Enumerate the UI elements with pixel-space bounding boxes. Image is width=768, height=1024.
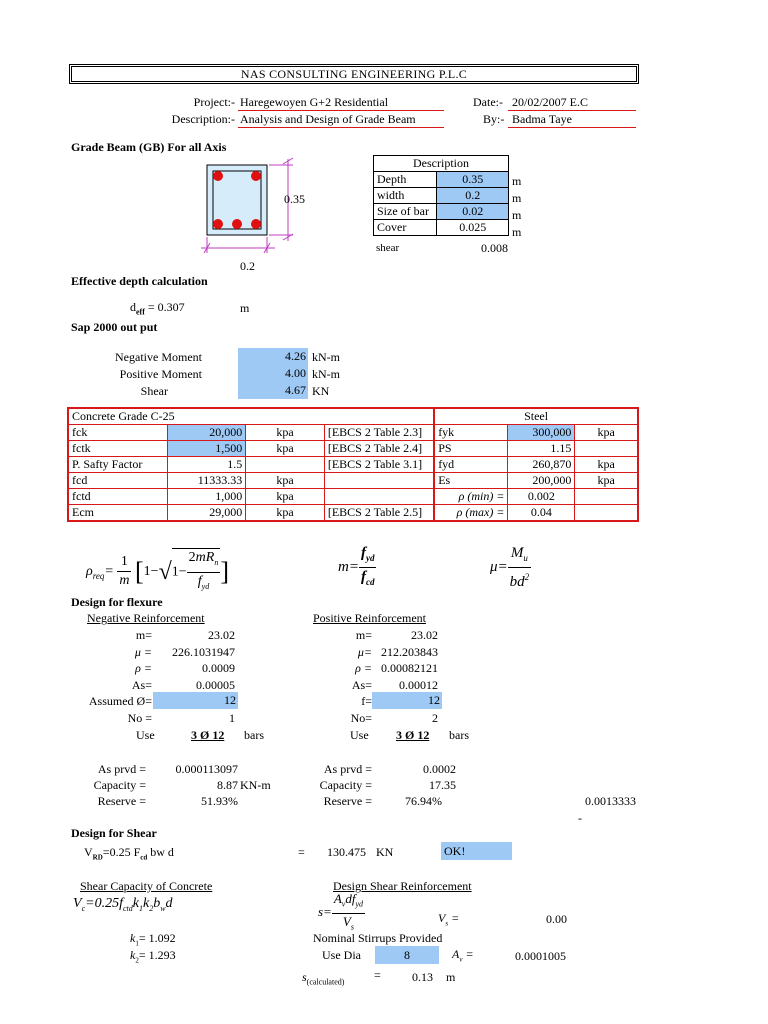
av-label (452, 947, 474, 966)
bd-sym: bd (509, 574, 525, 590)
neg-check-value: 51.93% (201, 794, 238, 808)
mat-cell: PS (434, 441, 508, 457)
material-row (68, 441, 638, 457)
pos-value: 2 (432, 711, 438, 725)
pos-label: As= (351, 678, 372, 692)
pos-bars: bars (449, 728, 469, 742)
mat-cell: Ecm (68, 505, 167, 522)
mat-cell: [EBCS 2 Table 2.3] (324, 425, 434, 441)
desc-unit-bar: m (512, 208, 522, 222)
desc-unit-width: m (512, 191, 522, 205)
extra-value: 0.0013333 (585, 794, 636, 808)
mat-cell: fcd (68, 473, 167, 489)
vrd-rest: =0.25 F (102, 845, 141, 859)
k2-label-sub: 2 (135, 956, 139, 965)
neg-check-label: Capacity = (93, 778, 146, 792)
extra-dash: - (578, 811, 582, 825)
pos-check-value: 17.35 (429, 778, 456, 792)
vs-sym: V (438, 911, 446, 925)
mat-cell: kpa (246, 505, 325, 522)
vrd-value: 130.475 (327, 845, 366, 859)
neg-check-label: As prvd = (97, 762, 146, 776)
s-calc-value: 0.13 (412, 970, 433, 984)
desc-label-depth: Depth (374, 172, 437, 188)
deff-value: = 0.307 (144, 300, 185, 314)
mat-cell: kpa (246, 473, 325, 489)
pos-check-value: 0.0002 (423, 762, 456, 776)
pos-label: ρ = (355, 661, 372, 675)
pos-label: μ= (357, 645, 372, 659)
date-underline (508, 110, 636, 111)
sap-title: Sap 2000 out put (71, 320, 158, 334)
mat-cell: 1.5 (167, 457, 246, 473)
desc-unit-cover: m (512, 225, 522, 239)
mat-cell: 1.15 (508, 441, 575, 457)
description-title: Description (374, 156, 509, 172)
neg-check-label: Reserve = (97, 794, 146, 808)
s-lhs: s= (318, 904, 332, 920)
vc-rest: =0.25f (85, 896, 123, 911)
yd-sub: yd (201, 581, 210, 591)
effective-depth-title: Effective depth calculation (71, 274, 208, 288)
top-bar-right (251, 171, 261, 181)
mat-cell: 0.002 (508, 489, 575, 505)
sap-unit-neg: kN-m (312, 350, 340, 364)
d-sym: d (165, 896, 173, 911)
neg-assumed-dia: 12 (153, 692, 238, 709)
pos-check-label: Capacity = (319, 778, 372, 792)
company-header (69, 64, 639, 84)
av-label-sym: A (452, 947, 460, 961)
deff-unit: m (240, 301, 250, 315)
shear-reinf-title: Design Shear Reinforcement (333, 879, 472, 893)
rho-eq: = (104, 564, 114, 580)
desc-label-width: width (374, 188, 437, 204)
w-sub: w (160, 903, 166, 913)
mat-cell: fyk (434, 425, 508, 441)
scalc-sym: s (302, 970, 307, 984)
cd: cd (365, 577, 375, 587)
beam-height-label: 0.35 (284, 192, 305, 206)
neg-value: 1 (229, 711, 235, 725)
av-label-sub: v (459, 955, 463, 964)
pos-value: 0.00082121 (381, 661, 438, 675)
ctd-sub: ctd (122, 903, 133, 913)
mat-cell: 20,000 (167, 425, 246, 441)
sap-label-pos: Positive Moment (119, 367, 202, 381)
mat-cell: 200,000 (508, 473, 575, 489)
s-sub: s (350, 922, 354, 932)
mu-lhs: μ= (490, 558, 508, 575)
mat-cell: kpa (246, 489, 325, 505)
top-bar-left (213, 171, 223, 181)
by-label: By:- (483, 112, 505, 126)
mat-cell: ρ (min) = (434, 489, 508, 505)
material-row (68, 489, 638, 505)
effective-depth-eq (130, 300, 185, 319)
vrd-eq: = (298, 845, 305, 859)
by-underline (508, 127, 636, 128)
beam-width-label: 0.2 (240, 259, 255, 273)
by-value: Badma Taye (512, 112, 572, 126)
mat-cell: [EBCS 2 Table 2.5] (324, 505, 434, 522)
mat-cell (246, 457, 325, 473)
pos-value: 212.203843 (381, 645, 438, 659)
neg-value: 0.0009 (202, 661, 235, 675)
project-label: Project:- (193, 95, 235, 109)
k2-value: = 1.293 (138, 948, 176, 962)
mat-cell: 1,000 (167, 489, 246, 505)
yd-sub-s: yd (355, 899, 364, 909)
bottom-bar-1 (213, 219, 223, 229)
f-yd: f (360, 545, 366, 561)
k1-label: k (130, 931, 136, 945)
pos-label: m= (355, 628, 372, 642)
vs-sub: s (445, 919, 449, 928)
description-table (373, 155, 509, 236)
mat-cell: fctk (68, 441, 167, 457)
mat-cell (324, 489, 434, 505)
material-row (68, 505, 638, 522)
project-underline (238, 110, 444, 111)
bw-sym: b (153, 896, 161, 911)
av-value: 0.0001005 (515, 949, 566, 963)
sap-label-shear: Shear (140, 384, 168, 398)
k2-label: k (130, 948, 136, 962)
fyd-sym: f (197, 573, 202, 589)
pos-value: 23.02 (411, 628, 438, 642)
deff-sub: eff (136, 307, 145, 317)
vs-value: 0.00 (546, 912, 567, 926)
k2-row (130, 948, 176, 967)
steel-title: Steel (434, 408, 638, 425)
neg-use-label: Use (136, 728, 155, 742)
desc-value-cover: 0.025 (437, 220, 509, 236)
neg-value: 0.00005 (196, 678, 235, 692)
rd-sub: RD (92, 853, 103, 862)
one-minus: 1− (143, 564, 159, 580)
description-underline (238, 127, 444, 128)
pos-value: 0.00012 (399, 678, 438, 692)
pos-label: f= (361, 694, 372, 708)
pos-reinf-title: Positive Reinforcement (313, 611, 426, 625)
cd-sub: cd (140, 853, 148, 862)
pos-use-label: Use (350, 728, 369, 742)
neg-label: ρ = (135, 661, 152, 675)
mat-cell (575, 489, 638, 505)
mat-cell (575, 505, 638, 522)
desc-value-depth: 0.35 (437, 172, 509, 188)
description-value: Analysis and Design of Grade Beam (240, 112, 416, 126)
mat-cell: kpa (575, 425, 638, 441)
mat-cell: 1,500 (167, 441, 246, 457)
sap-unit-shear: KN (312, 384, 330, 398)
s-calc-label (302, 970, 344, 989)
mat-cell: kpa (575, 473, 638, 489)
sq-sup: 2 (524, 572, 530, 582)
mat-cell: [EBCS 2 Table 3.1] (324, 457, 434, 473)
vrd-ok-status: OK! (441, 842, 512, 860)
rho-sub: req (92, 570, 105, 581)
rho-symbol: ρ (86, 564, 93, 580)
mat-cell: 260,870 (508, 457, 575, 473)
M-sym: M (510, 545, 524, 561)
desc-value-width: 0.2 (437, 188, 509, 204)
nominal-stirrups: Nominal Stirrups Provided (313, 931, 443, 945)
desc-label-bar: Size of bar (374, 204, 437, 220)
neg-bars: bars (244, 728, 264, 742)
mat-cell: 300,000 (508, 425, 575, 441)
shear-title: Design for Shear (71, 826, 157, 840)
neg-label: Assumed Ø= (88, 694, 152, 708)
neg-check-value: 0.000113097 (175, 762, 238, 776)
mat-cell: kpa (575, 457, 638, 473)
sap-label-neg: Negative Moment (115, 350, 202, 364)
m-lhs: m= (338, 558, 359, 575)
neg-label: μ = (134, 645, 152, 659)
mat-cell: [EBCS 2 Table 2.4] (324, 441, 434, 457)
neg-reinf-title: Negative Reinforcement (87, 611, 205, 625)
mat-cell: kpa (246, 425, 325, 441)
desc-unit-depth: m (512, 174, 522, 188)
desc-label-cover: Cover (374, 220, 437, 236)
mat-cell: fyd (434, 457, 508, 473)
s-calc-eq: = (374, 968, 381, 982)
k1-label-sub: 1 (135, 939, 139, 948)
company-name: NAS CONSULTING ENGINEERING P.L.C (240, 67, 468, 81)
frac-one: 1 (117, 553, 131, 572)
mu-formula (490, 544, 531, 591)
mat-cell: 29,000 (167, 505, 246, 522)
m-formula (338, 544, 376, 591)
neg-label: m= (135, 628, 152, 642)
mat-cell (324, 473, 434, 489)
rho-req-formula: $\rho_{req}=$ $\frac{1}{m}$ [1−√1− $\frac{2mR_n}{f_{yd}}$ ] (86, 548, 229, 596)
one-minus-2: 1− (171, 564, 187, 580)
pos-use-value: 3 Ø 12 (396, 728, 430, 742)
neg-check-value: 8.87 (217, 778, 238, 792)
df-sym: df (345, 891, 356, 906)
concrete-title: Concrete Grade C-25 (68, 408, 434, 425)
vc-sym: V (73, 896, 82, 911)
mat-cell: fctd (68, 489, 167, 505)
material-table (67, 407, 639, 522)
av-eq: = (462, 947, 474, 961)
k2-sub: 2 (149, 903, 154, 913)
k2-sym: k (142, 896, 150, 911)
neg-value: 226.1031947 (172, 645, 235, 659)
date-label: Date:- (473, 95, 503, 109)
scalc-sub: (calculated) (306, 977, 345, 987)
av-sub: v (341, 899, 346, 909)
use-dia-label: Use Dia (322, 948, 361, 962)
k1-value: = 1.092 (138, 931, 176, 945)
desc-value-bar: 0.02 (437, 204, 509, 220)
yd: yd (365, 553, 375, 563)
pos-check-value: 76.94% (405, 794, 442, 808)
u-sub: u (523, 553, 528, 563)
mat-cell: P. Safty Factor (68, 457, 167, 473)
mat-cell: fck (68, 425, 167, 441)
description-label: Description:- (171, 112, 235, 126)
bottom-bar-3 (251, 219, 261, 229)
c-sub: c (81, 903, 86, 913)
material-row (68, 473, 638, 489)
material-row (68, 425, 638, 441)
material-row (68, 457, 638, 473)
sap-value-pos: 4.00 (238, 365, 308, 382)
s-formula (318, 891, 365, 935)
pos-check-label: Reserve = (323, 794, 372, 808)
vrd-sym: V (84, 845, 93, 859)
vc-formula (73, 895, 173, 918)
mat-cell (575, 441, 638, 457)
k1-sym: k (132, 896, 139, 911)
deff-symbol: d (130, 300, 136, 314)
vrd-formula (84, 845, 174, 864)
av-sym: A (333, 891, 342, 906)
f-cd: f (360, 569, 366, 585)
k1-sub: 1 (138, 903, 143, 913)
mat-cell: Es (434, 473, 508, 489)
pos-label: No= (350, 711, 372, 725)
shear-label: shear (376, 242, 400, 254)
sap-value-neg: 4.26 (238, 348, 308, 365)
shear-value: 0.008 (481, 241, 508, 255)
frac-m: m (119, 573, 130, 589)
bottom-bar-2 (232, 219, 242, 229)
project-value: Haregewoyen G+2 Residential (240, 95, 389, 109)
sap-unit-pos: kN-m (312, 367, 340, 381)
neg-use-value: 3 Ø 12 (191, 728, 225, 742)
pos-assumed-dia: 12 (372, 692, 442, 709)
mat-cell: ρ (max) = (434, 505, 508, 522)
neg-label: No = (127, 711, 152, 725)
neg-label: As= (131, 678, 152, 692)
neg-check-unit: KN-m (240, 778, 271, 792)
vs-label (438, 911, 459, 930)
s-calc-unit: m (446, 970, 456, 984)
vrd-unit: KN (376, 845, 394, 859)
date-value: 20/02/2007 E.C (512, 95, 589, 109)
mat-cell: 0.04 (508, 505, 575, 522)
bwd: bw d (147, 845, 174, 859)
use-dia-value: 8 (375, 946, 439, 964)
shear-conc-title: Shear Capacity of Concrete (80, 879, 213, 893)
section-title: Grade Beam (GB) For all Axis (71, 140, 227, 154)
vs-eq: = (448, 911, 460, 925)
sap-value-shear: 4.67 (238, 382, 308, 399)
mat-cell: 11333.33 (167, 473, 246, 489)
mat-cell: kpa (246, 441, 325, 457)
flexure-title: Design for flexure (71, 595, 163, 609)
n-sub: n (214, 557, 219, 567)
pos-check-label: As prvd = (323, 762, 372, 776)
neg-value: 23.02 (208, 628, 235, 642)
Vs-sym: V (342, 913, 351, 929)
